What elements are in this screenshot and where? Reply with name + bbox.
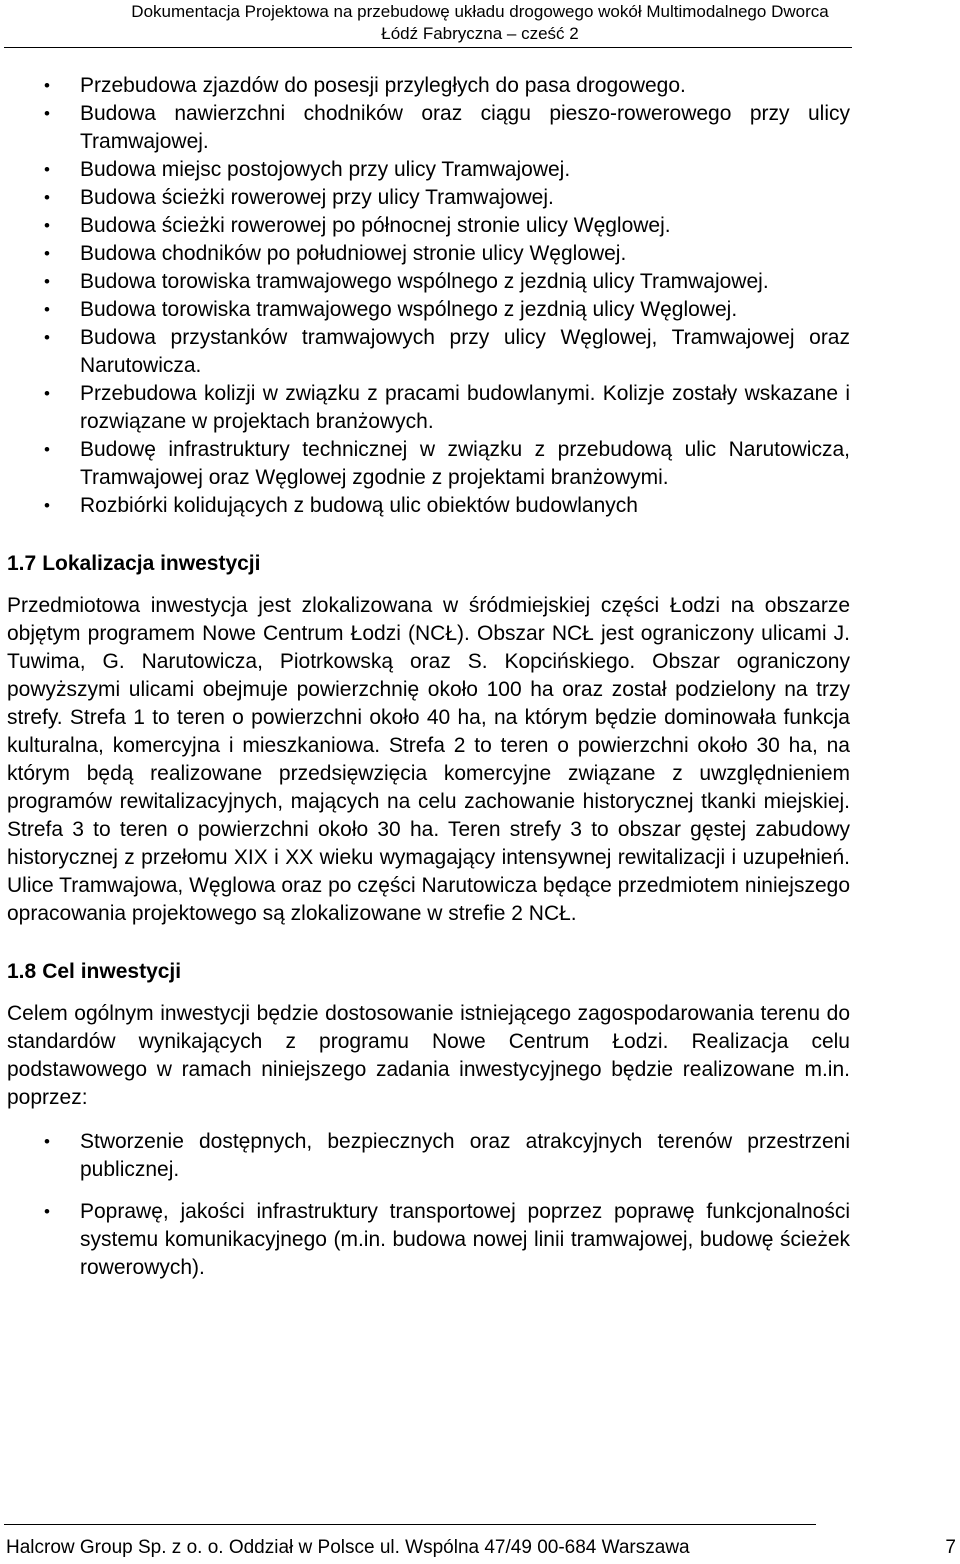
section-number: 1.7 xyxy=(7,552,37,575)
bullet-icon: • xyxy=(44,76,50,95)
header-line-2: Łódź Fabryczna – cześć 2 xyxy=(381,24,579,43)
footer-text: Halcrow Group Sp. z o. o. Oddział w Polsce ul. Wspólna 47/49 00-684 Warszawa xyxy=(6,1537,690,1558)
header-divider xyxy=(4,47,852,48)
section-number: 1.8 xyxy=(7,960,37,983)
goal-paragraph: Celem ogólnym inwestycji będzie dostosowanie istniejącego zagospodarowania terenu do standardów wynikających z programu Nowe Centrum Łodzi. Realizacja celu podstawowego w ramach niniejszego zadania inwestycyjnego będzie realizowane m.in. poprzez: xyxy=(7,1002,850,1109)
goal-list xyxy=(7,1128,850,1282)
list-item: • Poprawę, jakości infrastruktury transportowej poprzez poprawę funkcjonalności systemu komunikacyjnego (m.in. budowa nowej linii tramwajowej, budowę ścieżek rowerowych). xyxy=(44,1200,850,1279)
section-title: Cel inwestycji xyxy=(42,960,182,983)
works-list xyxy=(7,72,850,520)
bullet-icon: • xyxy=(44,384,50,403)
footer-divider xyxy=(4,1524,816,1525)
page-footer xyxy=(6,1536,956,1560)
bullet-icon: • xyxy=(44,188,50,207)
list-item: • Budowa ścieżki rowerowej po północnej stronie ulicy Węglowej. xyxy=(7,212,850,240)
page-number: 7 xyxy=(945,1537,956,1558)
section-title: Lokalizacja inwestycji xyxy=(42,552,261,575)
list-item: • Budowa ścieżki rowerowej przy ulicy Tramwajowej. xyxy=(7,184,850,212)
list-item: • Budowa przystanków tramwajowych przy ulicy Węglowej, Tramwajowej oraz Narutowicza. xyxy=(44,326,850,377)
header-line-1: Dokumentacja Projektowa na przebudowę układu drogowego wokół Multimodalnego Dworca xyxy=(131,2,829,21)
bullet-icon: • xyxy=(44,1202,50,1221)
list-item: • Rozbiórki kolidujących z budową ulic obiektów budowlanych xyxy=(7,492,850,520)
list-item: • Budowa torowiska tramwajowego wspólnego z jezdnią ulicy Węglowej. xyxy=(7,296,850,324)
bullet-icon: • xyxy=(44,272,50,291)
document-body xyxy=(7,72,850,1296)
location-paragraph: Przedmiotowa inwestycja jest zlokalizowana w śródmiejskiej części Łodzi na obszarze objętym programem Nowe Centrum Łodzi (NCŁ). Obszar NCŁ jest ograniczony ulicami J. Tuwima, G. Narutowicza, Piotrkowską oraz S. Kopcińskiego. Obszar ograniczony powyższymi ulicami obejmuje powierzchnię około 100 ha oraz został podzielony na trzy strefy. Strefa 1 to teren o powierzchni około 40 ha, na którym będzie dominowała funkcja kulturalna, komercyjna i mieszkaniowa. Strefa 2 to teren o powierzchni około 30 ha, na którym będą realizowane przedsięwzięcia komercyjne związane z uwzględnieniem programów rewitalizacyjnych, mających na celu zachowanie historycznej tkanki miejskiej. Strefa 3 to teren o powierzchni około 30 ha. Teren strefy 3 to obszar gęstej zabudowy historycznej z przełomu XIX i XX wieku wymagający intensywnej rewitalizacji i uzupełnień. Ulice Tramwajowa, Węglowa oraz po części Narutowicza będące przedmiotem niniejszego opracowania projektowego są zlokalizowane w strefie 2 NCŁ. xyxy=(7,594,850,925)
list-item: • Budowa nawierzchni chodników oraz ciągu pieszo-rowerowego przy ulicy Tramwajowej. xyxy=(44,102,850,153)
list-item: • Budowa chodników po południowej stronie ulicy Węglowej. xyxy=(7,240,850,268)
bullet-icon: • xyxy=(44,244,50,263)
list-item: • Stworzenie dostępnych, bezpiecznych oraz atrakcyjnych terenów przestrzeni publicznej. xyxy=(44,1130,850,1181)
list-item: • Budowa miejsc postojowych przy ulicy Tramwajowej. xyxy=(7,156,850,184)
bullet-icon: • xyxy=(44,104,50,123)
bullet-icon: • xyxy=(44,328,50,347)
list-item: • Przebudowa kolizji w związku z pracami budowlanymi. Kolizje zostały wskazane i rozwiązane w projektach branżowych. xyxy=(44,382,850,433)
page-header xyxy=(0,0,960,45)
bullet-icon: • xyxy=(44,440,50,459)
bullet-icon: • xyxy=(44,300,50,319)
list-item: • Przebudowa zjazdów do posesji przyległych do pasa drogowego. xyxy=(7,72,850,100)
bullet-icon: • xyxy=(44,160,50,179)
bullet-icon: • xyxy=(44,1132,50,1151)
list-item: • Budowę infrastruktury technicznej w związku z przebudową ulic Narutowicza, Tramwajowej oraz Węglowej zgodnie z projektami branżowymi. xyxy=(44,438,850,489)
bullet-icon: • xyxy=(44,216,50,235)
section-heading-location xyxy=(7,550,850,578)
list-item: • Budowa torowiska tramwajowego wspólnego z jezdnią ulicy Tramwajowej. xyxy=(7,268,850,296)
bullet-icon: • xyxy=(44,496,50,515)
section-heading-goal xyxy=(7,958,850,986)
